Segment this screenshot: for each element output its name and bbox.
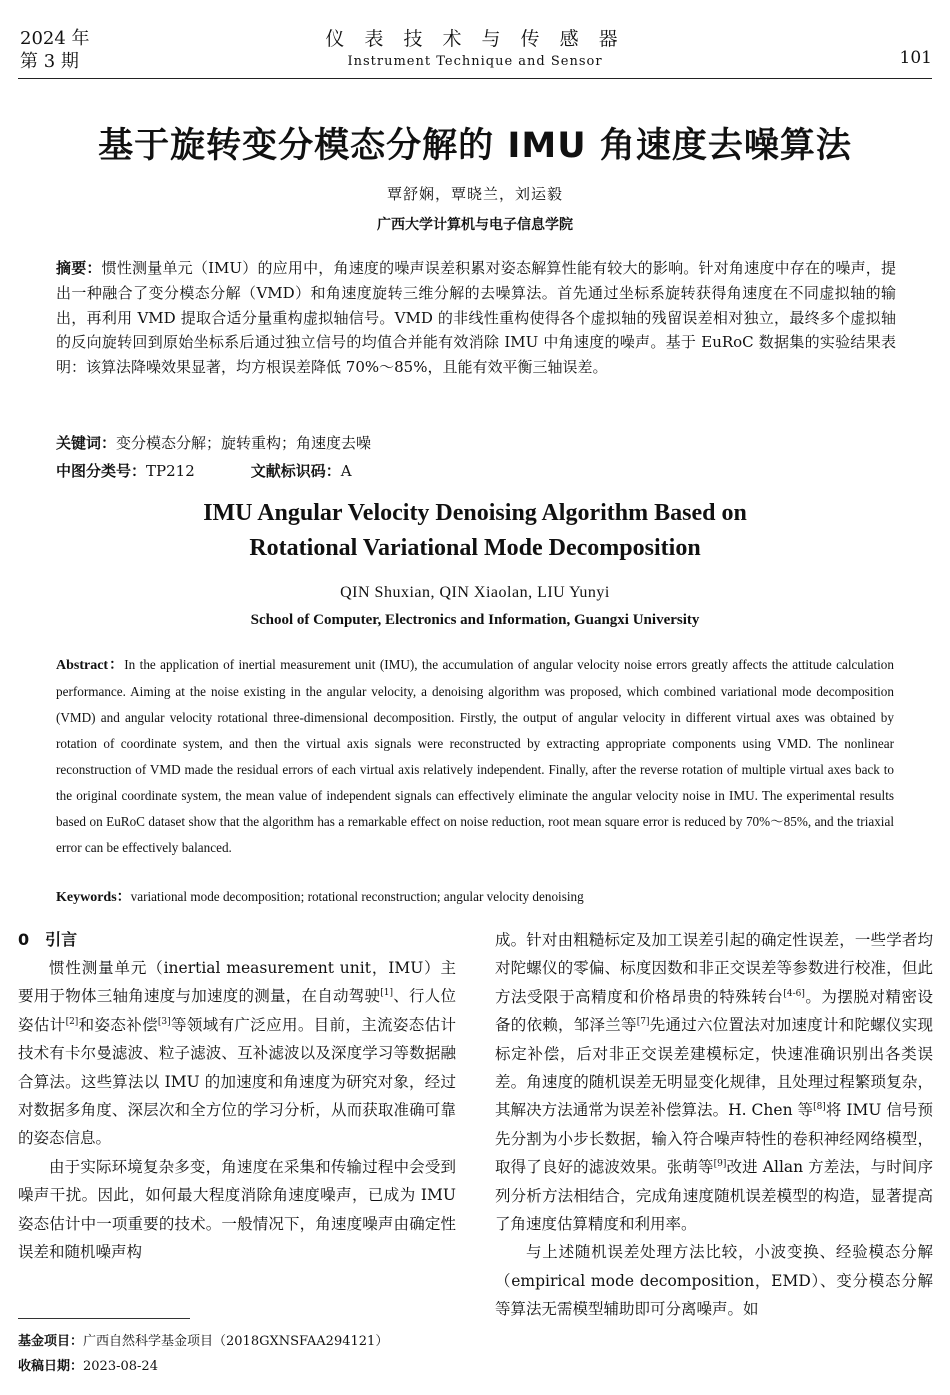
footnote-divider — [18, 1318, 190, 1319]
abstract-cn-label: 摘要： — [56, 259, 102, 277]
page-number: 101 — [899, 48, 932, 68]
authors-en: QIN Shuxian, QIN Xiaolan, LIU Yunyi — [340, 584, 610, 601]
clc-value: TP212 — [146, 462, 195, 480]
funding-label: 基金项目： — [18, 1334, 84, 1349]
affiliation-en: School of Computer, Electronics and Information, Guangxi University — [250, 612, 700, 628]
abstract-cn — [56, 256, 896, 380]
abstract-cn-text: 惯性测量单元（IMU）的应用中，角速度的噪声误差积累对姿态解算性能有较大的影响。针对角速度中存在的噪声，提出一种融合了变分模态分解（VMD）和角速度旋转三维分解的去噪算法。首先通过坐标系旋转获得角速度在不同虚拟轴的输出，再利用 VMD 提取合适分量重构虚拟轴信号。VMD 的非线性重构使得各个虚拟轴的残留误差相对独立，最终多个虚拟轴的反向旋转回到原始坐标系后通过独立信号的均值合并能有效消除 IMU 中角速度的噪声。基于 EuRoC 数据集的实验结果表明：该算法降噪效果显著，均方根误差降低 70%～85%，且能有效平衡三轴误差。 — [56, 259, 896, 377]
journal-name-cn: 仪 表 技 术 与 传 感 器 — [325, 28, 625, 50]
keywords-cn — [56, 432, 896, 453]
citation-ref[interactable]: [8] — [813, 1102, 826, 1113]
text-span: 等领域有广泛应用。目前，主流姿态估计技术有卡尔曼滤波、粒子滤波、互补滤波以及深度学习等数据融合算法。这些算法以 IMU 的加速度和角速度为研究对象，经过对数据多角度、深层次和全方位的学习分析，从而获取准确可靠的姿态信息。 — [18, 1015, 456, 1148]
paper-title-en — [0, 496, 950, 566]
doc-code-label: 文献标识码： — [250, 462, 341, 480]
received-date-label: 收稿日期： — [18, 1359, 84, 1374]
body-column-left — [18, 926, 456, 1266]
intro-paragraph-2: 由于实际环境复杂多变，角速度在采集和传输过程中会受到噪声干扰。因此，如何最大程度消除角速度噪声，已成为 IMU 姿态估计中一项重要的技术。一般情况下，角速度噪声由确定性误差和随机噪声构 — [18, 1157, 456, 1262]
year: 2024 年 — [20, 28, 90, 49]
text-span: 惯性测量单元（inertial measurement unit，IMU）主要用于物体三轴角速度与加速度的测量，在自动驾驶 — [18, 959, 456, 1006]
affiliation-cn: 广西大学计算机与电子信息学院 — [377, 217, 573, 233]
keywords-en — [56, 886, 894, 906]
text-span: 、行人位姿估计 — [18, 987, 456, 1034]
section-heading-introduction: 0 引言 — [18, 930, 78, 949]
journal-name-en: Instrument Technique and Sensor — [347, 54, 603, 69]
abstract-en-label: Abstract： — [56, 658, 125, 673]
footnote-received-date — [18, 1355, 158, 1374]
funding-text: 广西自然科学基金项目（2018GXNSFAA294121） — [83, 1334, 389, 1349]
keywords-cn-label: 关键词： — [56, 434, 117, 452]
citation-ref[interactable]: [4-6] — [783, 988, 805, 999]
running-header — [0, 0, 950, 80]
text-span: 。为摆脱对精密设备的依赖，邹泽兰等 — [495, 987, 933, 1035]
authors-cn: 覃舒娴，覃晓兰，刘运毅 — [386, 185, 563, 203]
citation-ref[interactable]: [1] — [380, 988, 393, 999]
citation-ref[interactable]: [3] — [157, 1016, 171, 1027]
keywords-en-label: Keywords： — [56, 890, 131, 905]
text-span: 成。针对由粗糙标定及加工误差引起的确定性误差，一些学者均对陀螺仪的零偏、标度因数和非正交误差等参数进行校准，但此方法受限于高精度和价格昂贵的特殊转台 — [495, 931, 933, 1006]
keywords-cn-text: 变分模态分解；旋转重构；角速度去噪 — [116, 434, 372, 452]
paper-title-en-line2: Rotational Variational Mode Decomposition — [249, 535, 701, 561]
text-span: 先通过六位置法对加速度计和陀螺仪实现标定补偿，后对非正交误差建模标定，快速准确识别出各类误差。角速度的随机误差无明显变化规律，且处理过程繁琐复杂，其解决方法通常为误差补偿算法。H. Chen 等 — [495, 1016, 933, 1120]
intro-paragraph-1 — [18, 954, 456, 1153]
text-span: 改进 Allan 方差法，与时间序列分析方法相结合，完成角速度随机误差模型的构造，显著提高了角速度估算精度和利用率。 — [495, 1158, 933, 1234]
body-column-right — [495, 926, 933, 1324]
clc-label: 中图分类号： — [56, 462, 147, 480]
paper-title-en-line1: IMU Angular Velocity Denoising Algorithm Based on — [203, 500, 747, 526]
citation-ref[interactable]: [2] — [65, 1016, 79, 1027]
received-date-text: 2023-08-24 — [83, 1359, 158, 1374]
intro-paragraph-2-continued — [495, 926, 933, 1238]
abstract-en — [56, 652, 894, 861]
abstract-en-text: In the application of inertial measurement unit (IMU), the accumulation of angular velocity noise errors greatly affects the attitude calculation performance. Aiming at the noise existing in the angular velocity, a denoising algorithm was proposed, which combined variational mode decomposition (VMD) and angular velocity rotational three-dimensional decomposition. Firstly, the output of angular velocity in different virtual axes was obtained by rotation of coordinate system, and then the virtual axis signals were reconstructed by extracting appropriate components using VMD. The nonlinear reconstruction of VMD made the residual errors of each virtual axis relatively independent. Finally, after the reverse rotation of multiple virtual axes back to the original coordinate system, the mean value of independent signals can effectively eliminate the angular velocity noise in IMU. The experimental results based on EuRoC dataset show that the algorithm has a remarkable effect on noise reduction, root mean square error is reduced by 70%～85%, and the triaxial error can be effectively balanced. — [56, 657, 894, 855]
header-divider — [18, 78, 932, 79]
citation-ref[interactable]: [9] — [713, 1159, 727, 1170]
keywords-en-text: variational mode decomposition; rotational reconstruction; angular velocity denoising — [130, 889, 584, 904]
citation-ref[interactable]: [7] — [636, 1017, 650, 1028]
journal-name — [0, 27, 950, 70]
issue-number: 第 3 期 — [20, 51, 79, 72]
footnote-funding — [18, 1330, 388, 1349]
intro-paragraph-3: 与上述随机误差处理方法比较，小波变换、经验模态分解（empirical mode decomposition，EMD）、变分模态分解等算法无需模型辅助即可分离噪声。如 — [495, 1243, 933, 1319]
paper-title-cn: 基于旋转变分模态分解的 IMU 角速度去噪算法 — [98, 126, 852, 166]
classification-line — [56, 460, 896, 481]
doc-code-value: A — [340, 462, 352, 480]
text-span: 和姿态补偿 — [78, 1015, 158, 1034]
text-span: 将 IMU 信号预先分割为小步长数据，输入符合噪声特性的卷积神经网络模型，取得了良好的滤波效果。张萌等 — [495, 1101, 933, 1177]
